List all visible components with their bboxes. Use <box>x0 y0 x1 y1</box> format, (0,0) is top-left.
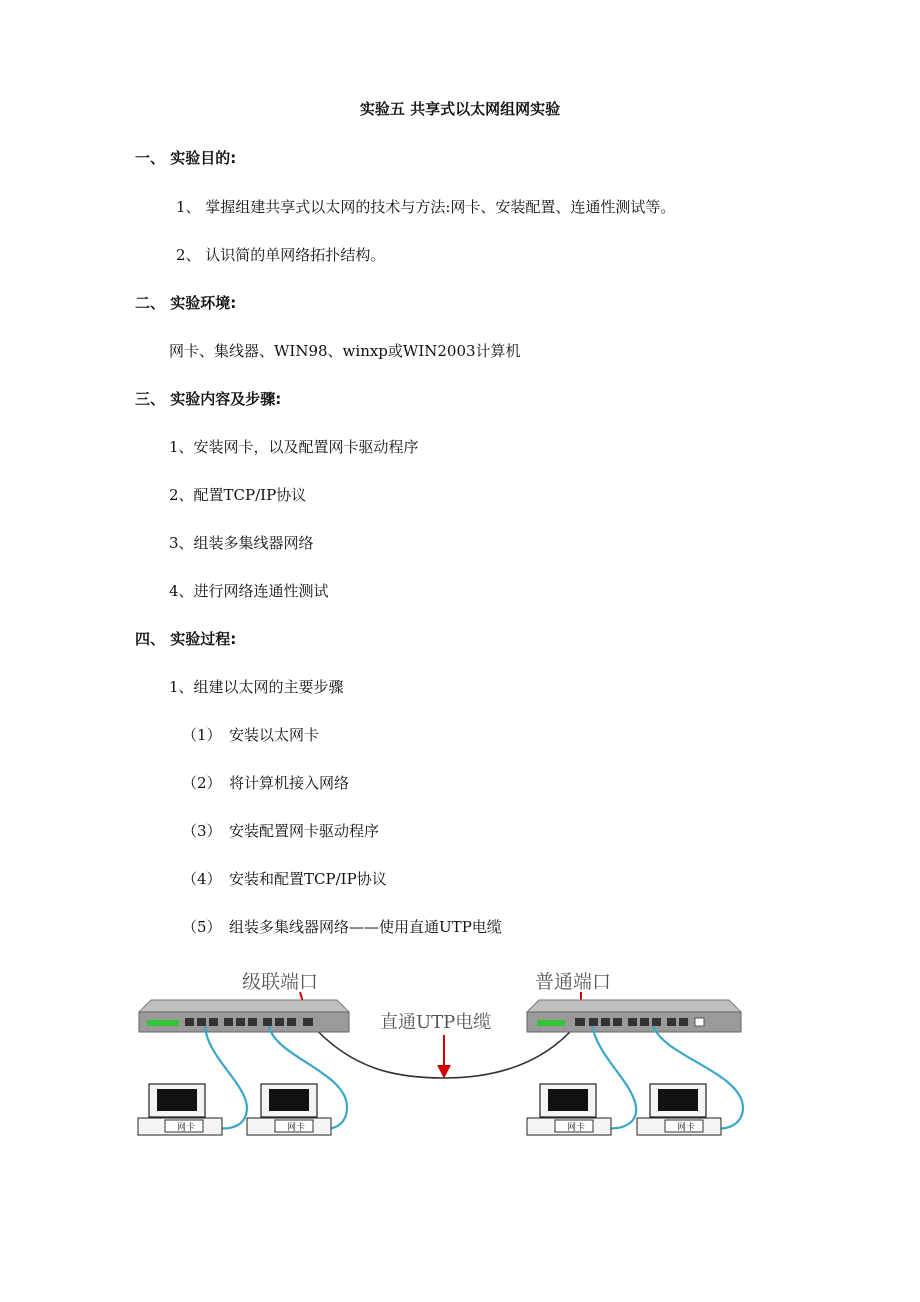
page-title: 实验五 共享式以太网组网实验 <box>359 100 561 118</box>
pc-cable-3 <box>592 1026 636 1128</box>
section-heading-purpose: 一、 实验目的: <box>135 149 237 167</box>
purpose-item-2: 2、 认识简的单网络拓扑结构。 <box>176 246 386 264</box>
hub-right <box>527 1000 741 1032</box>
computer-1 <box>138 1084 222 1135</box>
environment-text: 网卡、集线器、WIN98、winxp或WIN2003计算机 <box>169 342 521 360</box>
process-step-3: （3） 安装配置网卡驱动程序 <box>182 822 380 840</box>
nic-label-3: 网卡 <box>567 1123 586 1133</box>
label-utp-cable: 直通UTP电缆 <box>380 1012 492 1033</box>
content-item-2: 2、配置TCP/IP协议 <box>169 486 307 504</box>
content-item-1: 1、安装网卡，以及配置网卡驱动程序 <box>169 438 419 456</box>
computer-2 <box>247 1084 331 1135</box>
content-item-4: 4、进行网络连通性测试 <box>169 582 329 600</box>
process-step-5: （5） 组装多集线器网络——使用直通UTP电缆 <box>182 918 502 936</box>
nic-label-1: 网卡 <box>177 1123 196 1133</box>
purpose-item-1: 1、 掌握组建共享式以太网的技术与方法:网卡、安装配置、连通性测试等。 <box>176 198 676 216</box>
section-heading-environment: 二、 实验环境: <box>135 294 237 312</box>
process-step-1: （1） 安装以太网卡 <box>182 726 320 744</box>
process-subheading: 1、组建以太网的主要步骤 <box>169 678 344 696</box>
computer-4 <box>637 1084 721 1135</box>
section-heading-content: 三、 实验内容及步骤: <box>135 390 282 408</box>
section-heading-process: 四、 实验过程: <box>135 630 237 648</box>
process-step-2: （2） 将计算机接入网络 <box>182 774 350 792</box>
nic-label-4: 网卡 <box>677 1123 696 1133</box>
network-diagram <box>137 962 781 1146</box>
label-cascade-port: 级联端口 <box>242 971 319 993</box>
computer-3 <box>527 1084 611 1135</box>
label-normal-port: 普通端口 <box>535 971 612 993</box>
hub-left <box>139 1000 349 1032</box>
content-item-3: 3、组装多集线器网络 <box>169 534 314 552</box>
nic-label-2: 网卡 <box>287 1123 306 1133</box>
pc-cable-1 <box>205 1026 247 1128</box>
process-step-4: （4） 安装和配置TCP/IP协议 <box>182 870 387 888</box>
